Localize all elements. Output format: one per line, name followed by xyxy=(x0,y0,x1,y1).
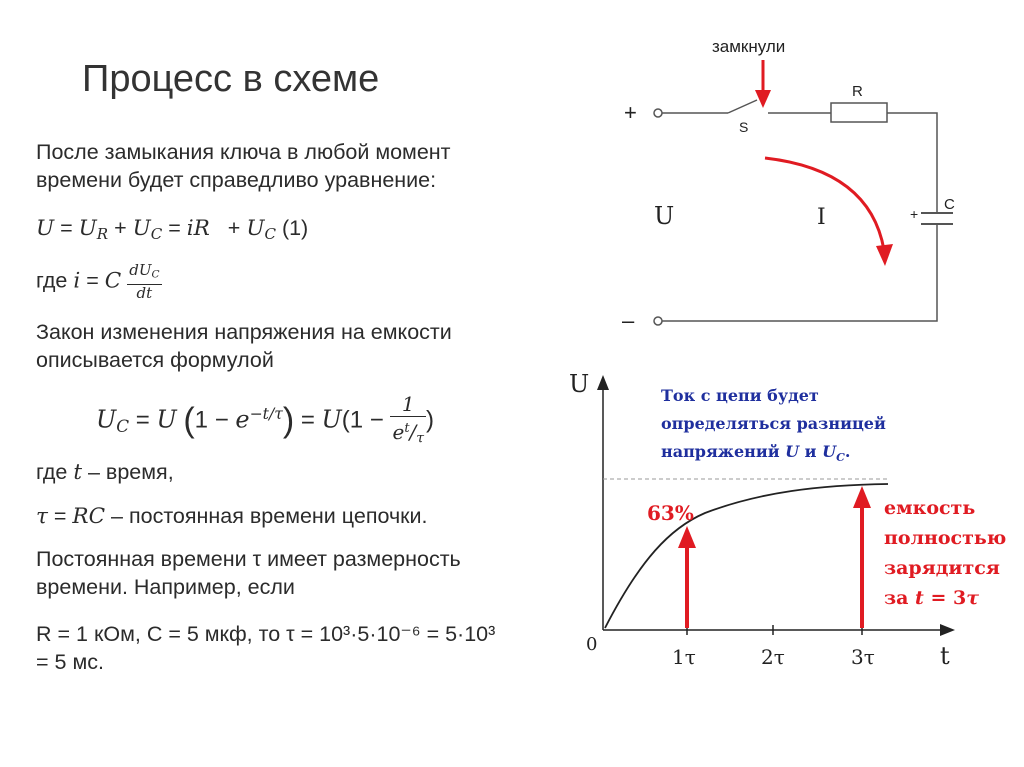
resistor-label: R xyxy=(852,83,863,100)
minus-terminal xyxy=(654,317,662,325)
tick-label-1tau: 1τ xyxy=(672,645,696,669)
equation-1-number: (1) xyxy=(281,216,309,240)
note-line-1: Ток с цепи будет xyxy=(661,386,819,405)
tau-line: τ = RC – постоянная времени цепочки. xyxy=(36,504,428,529)
y-axis-label: U xyxy=(569,370,590,398)
note-line-2: определяться разницей xyxy=(661,414,886,433)
where-prefix-2: где xyxy=(36,460,68,484)
resistor xyxy=(831,103,887,122)
intro-line-1: После замыкания ключа в любой момент xyxy=(36,140,451,164)
minus-terminal-label: – xyxy=(622,308,635,333)
dimension-line-2: времени. Например, если xyxy=(36,575,295,599)
note-line-3: напряжений U и $U_C$. xyxy=(661,442,851,464)
tau-text: – постоянная времени цепочки. xyxy=(111,504,428,528)
charged-line-3: зарядится xyxy=(884,557,1000,579)
slide-title: Процесс в схеме xyxy=(82,58,380,100)
switch-blade xyxy=(728,100,757,113)
example-line-1: R = 1 кОм, C = 5 мкф, то τ = 10³·5·10⁻⁶ = 5·10³ xyxy=(36,622,496,646)
capacitor-label: C xyxy=(944,196,955,213)
capacitor-plus: + xyxy=(910,206,919,222)
dimension-line-1: Постоянная времени τ имеет размерность xyxy=(36,547,461,571)
equation-current: где i = C $\frac{dU_C}{dt}$ xyxy=(36,261,160,302)
origin-label: 0 xyxy=(586,634,598,655)
charged-line-2: полностью xyxy=(884,527,1007,549)
current-label: I xyxy=(817,205,826,230)
percent-label: 63% xyxy=(647,501,694,525)
where-prefix: где xyxy=(36,268,68,293)
equation-1: $U = U_R + U_C$ = iR + $U_C$ (1) xyxy=(36,216,309,243)
example-line-2: = 5 мс. xyxy=(36,650,104,674)
current-arrow xyxy=(765,158,893,266)
where-t-line: где t – время, xyxy=(36,460,174,485)
law-line-1: Закон изменения напряжения на емкости xyxy=(36,320,452,344)
tick-label-3tau: 3τ xyxy=(851,645,875,669)
tick-label-2tau: 2τ xyxy=(761,645,785,669)
law-line-2: описывается формулой xyxy=(36,348,274,372)
switch-arrow xyxy=(755,60,771,108)
equation-capacitor-voltage: $U_C = U$ $(1 - e^{-t/\tau}) = U(1$ − $\frac{1}{e^t/_\tau}$ ) xyxy=(96,392,435,447)
charged-line-4: за t = 3τ xyxy=(884,587,980,609)
voltage-label: U xyxy=(654,202,675,230)
switch-label: S xyxy=(739,119,749,135)
x-axis-label: t xyxy=(940,642,950,670)
plus-terminal xyxy=(654,109,662,117)
switch-note: замкнули xyxy=(712,37,786,56)
intro-line-2: времени будет справедливо уравнение: xyxy=(36,168,437,192)
charged-line-4-prefix: за xyxy=(884,587,909,609)
plus-terminal-label: + xyxy=(624,100,637,125)
note-line-3-prefix: напряжений xyxy=(661,442,780,461)
where-t-text: – время, xyxy=(88,460,174,484)
charged-line-1: емкость xyxy=(884,497,976,519)
